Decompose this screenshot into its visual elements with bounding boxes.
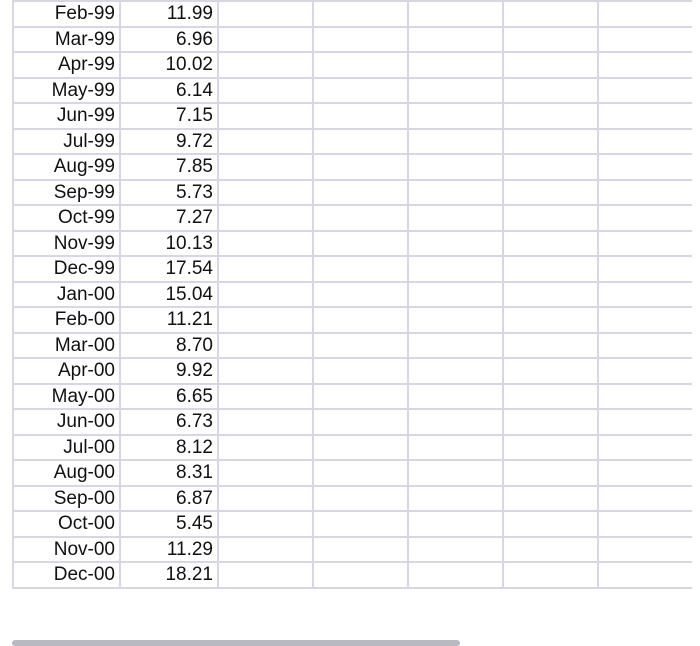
value-cell[interactable]: 9.92 bbox=[120, 358, 218, 384]
empty-cell[interactable] bbox=[503, 460, 598, 486]
empty-cell[interactable] bbox=[408, 358, 503, 384]
data-table bbox=[12, 0, 692, 589]
empty-cell[interactable] bbox=[598, 27, 692, 53]
empty-cell[interactable] bbox=[598, 384, 692, 410]
empty-cell[interactable] bbox=[313, 52, 408, 78]
value-cell[interactable]: 8.70 bbox=[120, 333, 218, 359]
empty-cell[interactable] bbox=[218, 511, 313, 537]
date-cell[interactable]: Apr-99 bbox=[13, 52, 120, 78]
empty-cell[interactable] bbox=[313, 384, 408, 410]
date-cell[interactable]: Sep-00 bbox=[13, 486, 120, 512]
empty-cell[interactable] bbox=[408, 307, 503, 333]
empty-cell[interactable] bbox=[598, 205, 692, 231]
value-cell[interactable]: 15.04 bbox=[120, 282, 218, 308]
empty-cell[interactable] bbox=[313, 103, 408, 129]
date-cell[interactable]: Nov-00 bbox=[13, 537, 120, 563]
table-row bbox=[13, 460, 692, 486]
value-cell[interactable]: 7.85 bbox=[120, 154, 218, 180]
empty-cell[interactable] bbox=[408, 435, 503, 461]
empty-cell[interactable] bbox=[408, 27, 503, 53]
value-cell[interactable]: 11.29 bbox=[120, 537, 218, 563]
table-row bbox=[13, 333, 692, 359]
empty-cell[interactable] bbox=[408, 333, 503, 359]
date-cell[interactable]: Sep-99 bbox=[13, 180, 120, 206]
empty-cell[interactable] bbox=[408, 282, 503, 308]
empty-cell[interactable] bbox=[503, 256, 598, 282]
empty-cell[interactable] bbox=[598, 435, 692, 461]
date-cell[interactable]: Feb-99 bbox=[13, 1, 120, 27]
date-cell[interactable]: May-99 bbox=[13, 78, 120, 104]
empty-cell[interactable] bbox=[218, 537, 313, 563]
empty-cell[interactable] bbox=[408, 460, 503, 486]
empty-cell[interactable] bbox=[218, 282, 313, 308]
empty-cell[interactable] bbox=[218, 129, 313, 155]
table-row bbox=[13, 27, 692, 53]
empty-cell[interactable] bbox=[598, 358, 692, 384]
empty-cell[interactable] bbox=[313, 307, 408, 333]
value-cell[interactable]: 5.73 bbox=[120, 180, 218, 206]
empty-cell[interactable] bbox=[218, 307, 313, 333]
empty-cell[interactable] bbox=[503, 435, 598, 461]
empty-cell[interactable] bbox=[313, 27, 408, 53]
value-cell[interactable]: 6.65 bbox=[120, 384, 218, 410]
date-cell[interactable]: Jul-99 bbox=[13, 129, 120, 155]
table-row bbox=[13, 180, 692, 206]
date-cell[interactable]: Dec-00 bbox=[13, 562, 120, 588]
empty-cell[interactable] bbox=[598, 333, 692, 359]
empty-cell[interactable] bbox=[408, 103, 503, 129]
empty-cell[interactable] bbox=[313, 129, 408, 155]
empty-cell[interactable] bbox=[598, 231, 692, 257]
table-row bbox=[13, 205, 692, 231]
empty-cell[interactable] bbox=[218, 52, 313, 78]
date-cell[interactable]: May-00 bbox=[13, 384, 120, 410]
empty-cell[interactable] bbox=[503, 282, 598, 308]
table-row bbox=[13, 435, 692, 461]
empty-cell[interactable] bbox=[503, 486, 598, 512]
empty-cell[interactable] bbox=[503, 154, 598, 180]
date-cell[interactable]: Jan-00 bbox=[13, 282, 120, 308]
table-row bbox=[13, 358, 692, 384]
table-row bbox=[13, 282, 692, 308]
empty-cell[interactable] bbox=[408, 1, 503, 27]
empty-cell[interactable] bbox=[218, 409, 313, 435]
empty-cell[interactable] bbox=[503, 205, 598, 231]
empty-cell[interactable] bbox=[313, 537, 408, 563]
empty-cell[interactable] bbox=[408, 129, 503, 155]
empty-cell[interactable] bbox=[598, 537, 692, 563]
empty-cell[interactable] bbox=[503, 231, 598, 257]
value-cell[interactable]: 18.21 bbox=[120, 562, 218, 588]
value-cell[interactable]: 6.14 bbox=[120, 78, 218, 104]
empty-cell[interactable] bbox=[313, 256, 408, 282]
empty-cell[interactable] bbox=[313, 511, 408, 537]
empty-cell[interactable] bbox=[503, 511, 598, 537]
table-row bbox=[13, 537, 692, 563]
date-cell[interactable]: Oct-00 bbox=[13, 511, 120, 537]
horizontal-scrollbar[interactable] bbox=[12, 640, 460, 646]
empty-cell[interactable] bbox=[408, 256, 503, 282]
empty-cell[interactable] bbox=[503, 537, 598, 563]
empty-cell[interactable] bbox=[218, 154, 313, 180]
table-row bbox=[13, 154, 692, 180]
empty-cell[interactable] bbox=[598, 511, 692, 537]
table-row bbox=[13, 1, 692, 27]
value-cell[interactable]: 7.27 bbox=[120, 205, 218, 231]
empty-cell[interactable] bbox=[598, 486, 692, 512]
value-cell[interactable]: 17.54 bbox=[120, 256, 218, 282]
date-cell[interactable]: Jun-00 bbox=[13, 409, 120, 435]
empty-cell[interactable] bbox=[218, 333, 313, 359]
empty-cell[interactable] bbox=[503, 307, 598, 333]
empty-cell[interactable] bbox=[313, 562, 408, 588]
empty-cell[interactable] bbox=[313, 205, 408, 231]
table-row bbox=[13, 231, 692, 257]
empty-cell[interactable] bbox=[598, 562, 692, 588]
date-cell[interactable]: Apr-00 bbox=[13, 358, 120, 384]
empty-cell[interactable] bbox=[503, 333, 598, 359]
empty-cell[interactable] bbox=[218, 1, 313, 27]
empty-cell[interactable] bbox=[598, 460, 692, 486]
date-cell[interactable]: Aug-99 bbox=[13, 154, 120, 180]
empty-cell[interactable] bbox=[598, 1, 692, 27]
table-row bbox=[13, 307, 692, 333]
empty-cell[interactable] bbox=[313, 231, 408, 257]
empty-cell[interactable] bbox=[218, 78, 313, 104]
empty-cell[interactable] bbox=[408, 205, 503, 231]
value-cell[interactable]: 10.02 bbox=[120, 52, 218, 78]
date-cell[interactable]: Jul-00 bbox=[13, 435, 120, 461]
empty-cell[interactable] bbox=[313, 435, 408, 461]
table-row bbox=[13, 409, 692, 435]
value-cell[interactable]: 9.72 bbox=[120, 129, 218, 155]
empty-cell[interactable] bbox=[218, 205, 313, 231]
empty-cell[interactable] bbox=[598, 154, 692, 180]
empty-cell[interactable] bbox=[503, 1, 598, 27]
empty-cell[interactable] bbox=[598, 180, 692, 206]
spreadsheet bbox=[12, 0, 692, 589]
date-cell[interactable]: Oct-99 bbox=[13, 205, 120, 231]
empty-cell[interactable] bbox=[313, 282, 408, 308]
value-cell[interactable]: 11.21 bbox=[120, 307, 218, 333]
empty-cell[interactable] bbox=[218, 562, 313, 588]
empty-cell[interactable] bbox=[503, 384, 598, 410]
value-cell[interactable]: 6.96 bbox=[120, 27, 218, 53]
date-cell[interactable]: Nov-99 bbox=[13, 231, 120, 257]
empty-cell[interactable] bbox=[408, 537, 503, 563]
empty-cell[interactable] bbox=[598, 129, 692, 155]
empty-cell[interactable] bbox=[503, 409, 598, 435]
empty-cell[interactable] bbox=[313, 358, 408, 384]
table-row bbox=[13, 486, 692, 512]
empty-cell[interactable] bbox=[313, 180, 408, 206]
table-body bbox=[13, 1, 692, 588]
date-cell[interactable]: Mar-99 bbox=[13, 27, 120, 53]
value-cell[interactable]: 10.13 bbox=[120, 231, 218, 257]
table-row bbox=[13, 52, 692, 78]
empty-cell[interactable] bbox=[408, 409, 503, 435]
date-cell[interactable]: Aug-00 bbox=[13, 460, 120, 486]
empty-cell[interactable] bbox=[598, 409, 692, 435]
empty-cell[interactable] bbox=[408, 486, 503, 512]
empty-cell[interactable] bbox=[503, 27, 598, 53]
table-row bbox=[13, 78, 692, 104]
empty-cell[interactable] bbox=[503, 180, 598, 206]
date-cell[interactable]: Dec-99 bbox=[13, 256, 120, 282]
empty-cell[interactable] bbox=[408, 384, 503, 410]
empty-cell[interactable] bbox=[408, 511, 503, 537]
date-cell[interactable]: Mar-00 bbox=[13, 333, 120, 359]
empty-cell[interactable] bbox=[598, 307, 692, 333]
empty-cell[interactable] bbox=[503, 52, 598, 78]
value-cell[interactable]: 6.87 bbox=[120, 486, 218, 512]
value-cell[interactable]: 8.31 bbox=[120, 460, 218, 486]
empty-cell[interactable] bbox=[218, 231, 313, 257]
empty-cell[interactable] bbox=[503, 78, 598, 104]
empty-cell[interactable] bbox=[598, 256, 692, 282]
empty-cell[interactable] bbox=[313, 409, 408, 435]
empty-cell[interactable] bbox=[218, 384, 313, 410]
empty-cell[interactable] bbox=[408, 78, 503, 104]
table-row bbox=[13, 103, 692, 129]
value-cell[interactable]: 11.99 bbox=[120, 1, 218, 27]
empty-cell[interactable] bbox=[313, 1, 408, 27]
empty-cell[interactable] bbox=[218, 256, 313, 282]
table-row bbox=[13, 129, 692, 155]
empty-cell[interactable] bbox=[408, 562, 503, 588]
empty-cell[interactable] bbox=[313, 460, 408, 486]
empty-cell[interactable] bbox=[218, 27, 313, 53]
empty-cell[interactable] bbox=[218, 180, 313, 206]
table-row bbox=[13, 511, 692, 537]
empty-cell[interactable] bbox=[503, 103, 598, 129]
table-row bbox=[13, 562, 692, 588]
empty-cell[interactable] bbox=[218, 358, 313, 384]
empty-cell[interactable] bbox=[503, 562, 598, 588]
empty-cell[interactable] bbox=[598, 52, 692, 78]
empty-cell[interactable] bbox=[598, 78, 692, 104]
value-cell[interactable]: 8.12 bbox=[120, 435, 218, 461]
empty-cell[interactable] bbox=[408, 154, 503, 180]
value-cell[interactable]: 5.45 bbox=[120, 511, 218, 537]
empty-cell[interactable] bbox=[313, 154, 408, 180]
empty-cell[interactable] bbox=[598, 103, 692, 129]
empty-cell[interactable] bbox=[218, 486, 313, 512]
empty-cell[interactable] bbox=[313, 78, 408, 104]
empty-cell[interactable] bbox=[313, 333, 408, 359]
empty-cell[interactable] bbox=[503, 129, 598, 155]
table-row bbox=[13, 384, 692, 410]
empty-cell[interactable] bbox=[218, 460, 313, 486]
empty-cell[interactable] bbox=[218, 103, 313, 129]
date-cell[interactable]: Feb-00 bbox=[13, 307, 120, 333]
empty-cell[interactable] bbox=[408, 180, 503, 206]
empty-cell[interactable] bbox=[218, 435, 313, 461]
empty-cell[interactable] bbox=[313, 486, 408, 512]
empty-cell[interactable] bbox=[598, 282, 692, 308]
empty-cell[interactable] bbox=[408, 52, 503, 78]
value-cell[interactable]: 7.15 bbox=[120, 103, 218, 129]
empty-cell[interactable] bbox=[408, 231, 503, 257]
empty-cell[interactable] bbox=[503, 358, 598, 384]
table-row bbox=[13, 256, 692, 282]
date-cell[interactable]: Jun-99 bbox=[13, 103, 120, 129]
value-cell[interactable]: 6.73 bbox=[120, 409, 218, 435]
